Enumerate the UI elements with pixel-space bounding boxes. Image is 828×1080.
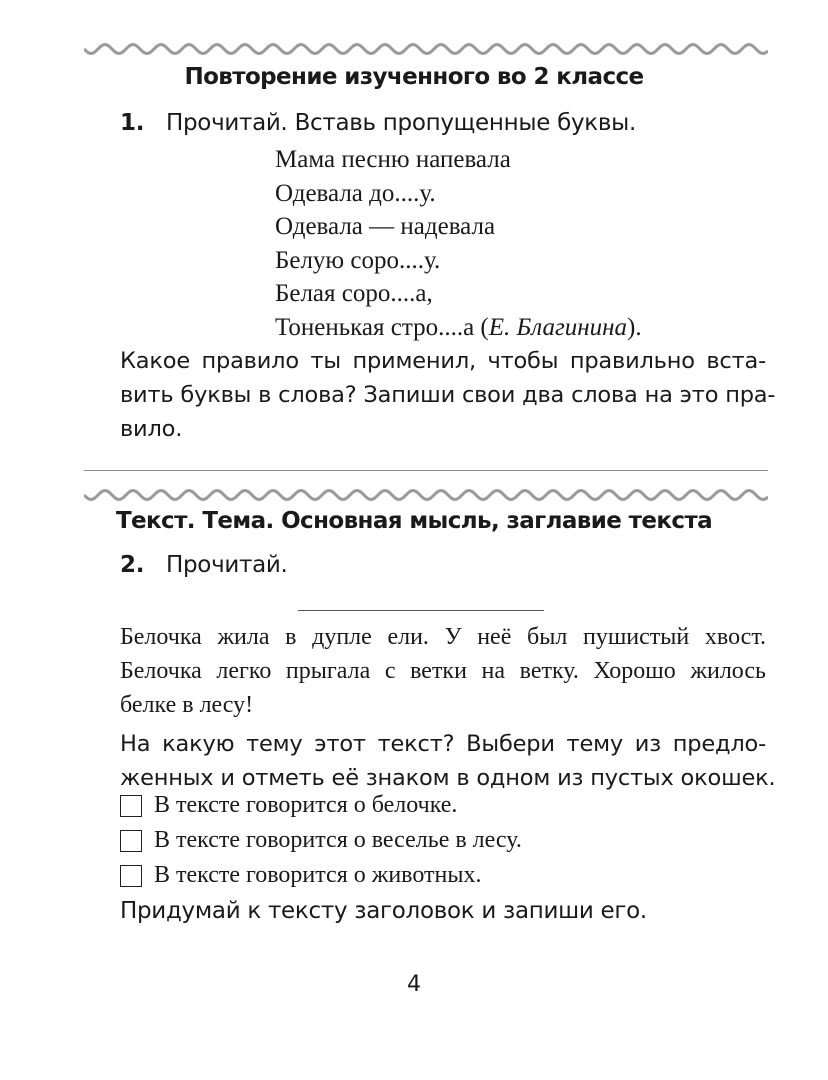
task-1-text: Прочитай. Вставь пропущенные буквы. [166,110,636,136]
poem-line: Одевала до....у. [275,179,436,207]
task-2-number: 2. [120,552,145,578]
poem-line-last [275,311,642,345]
task-1-number: 1. [120,110,145,136]
poem-line: Одевала — надевала [275,213,496,240]
task-1 [120,110,636,136]
poem [275,143,642,344]
checkbox[interactable] [120,865,142,887]
section-1-question [120,344,776,446]
question-line: На какую тему этот текст? Выбери тему из предло- [120,731,766,757]
page-number: 4 [407,972,421,997]
task-2-text: Прочитай. [166,552,288,578]
section-divider-line [84,470,768,471]
poem-line-text: Тоненькая стро....а ( [275,313,489,341]
poem-line: Белая соро....а, [275,280,433,307]
final-task-text: Придумай к тексту заголовок и запиши его. [120,898,647,924]
task-2 [120,552,288,578]
reading-text-line: белке в лесу! [120,692,254,718]
option-label: В тексте говорится о белочке. [154,792,458,818]
option-label: В тексте говорится о веселье в лесу. [154,827,522,853]
option-3[interactable] [120,862,481,889]
poem-line: Белую соро....у. [275,246,441,274]
reading-text [120,620,766,722]
checkbox[interactable] [120,830,142,852]
poem-line: Мама песню напевала [275,146,511,173]
poem-line-end: ). [627,313,642,341]
question-line: вило. [120,416,183,442]
option-2[interactable] [120,827,522,854]
wavy-divider-middle [84,488,768,502]
section-2-title: Текст. Тема. Основная мысль, заглавие текста [115,508,713,534]
question-line: женных и отметь её знаком в одном из пустых окошек. [120,765,776,791]
question-line: Какое правило ты применил, чтобы правильно вста- [120,348,766,374]
reading-text-line: Белочка легко прыгала с ветки на ветку. Хорошо жилось [120,658,766,684]
section-2-question [120,727,776,795]
option-1[interactable] [120,792,457,819]
section-1-title: Повторение изученного во 2 классе [184,64,644,90]
question-line: вить буквы в слова? Запиши свои два слова на это пра- [120,382,776,408]
wavy-divider-top [84,42,768,56]
final-task [120,898,647,924]
option-label: В тексте говорится о животных. [154,862,482,888]
poem-author: Е. Благинина [488,313,628,341]
title-placeholder-line [298,610,544,611]
reading-text-line: Белочка жила в дупле ели. У неё был пушистый хвост. [120,624,766,650]
checkbox[interactable] [120,795,142,817]
